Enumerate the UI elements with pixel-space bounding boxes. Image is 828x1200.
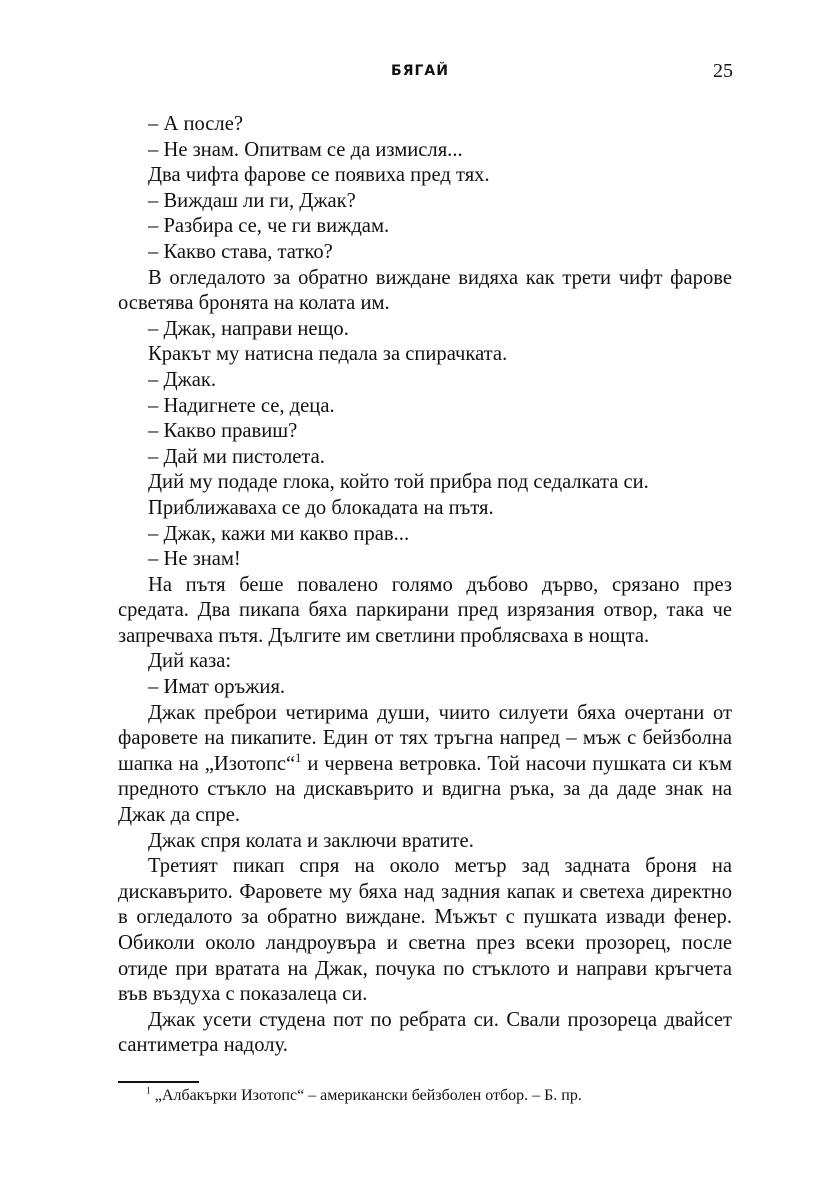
running-header-title: БЯГАЙ — [391, 63, 449, 79]
paragraph: Третият пикап спря на около метър зад задната броня на дискавърито. Фаровете му бяха над задния капак и светеха директно в огледалото за обратно виждане. Мъжът с пушката извади фенер. Обиколи около ландроувъра и светна през всеки прозорец, после отиде при вратата на Джак, почука по стъклото и направи кръгчета във въздуха с показалеца си. — [118, 855, 732, 1006]
paragraph: – Какво правиш? — [148, 420, 298, 443]
paragraph: – Дай ми пистолета. — [148, 445, 325, 468]
footnote-reference[interactable]: 1 — [295, 750, 302, 765]
paragraph: – Не знам. Опитвам се да измисля... — [148, 138, 463, 161]
paragraph-text: и червена ветровка. Той насочи пушката си към предното стъкло на дискавърито и вдигна ръка, за да даде знак на Джак да спре. — [118, 752, 732, 827]
paragraph: – Джак. — [148, 368, 217, 391]
paragraph: Два чифта фарове се появиха пред тях. — [148, 164, 490, 187]
paragraph: – Надигнете се, деца. — [148, 394, 335, 417]
footnote-text: „Албакърки Изотопс“ – американски бейзболен отбор. – Б. пр. — [150, 1087, 582, 1104]
paragraph: Дий каза: — [148, 650, 232, 673]
paragraph-text: Джак преброи четирима души, чиито силуети бяха очертани от фаровете на пикапите. Един от тях тръгна напред – мъж с бейзболна шапка на „Изотопс“ — [118, 701, 732, 775]
footnote-number: 1 — [146, 1085, 151, 1097]
paragraph: Джак усети студена пот по ребрата си. Свали прозореца двайсет сантиметра надолу. — [118, 1008, 732, 1057]
paragraph: – Имат оръжия. — [148, 676, 286, 699]
paragraph-with-footnote — [118, 701, 732, 829]
paragraph: Дий му подаде глока, който той прибра под седалката си. — [148, 471, 649, 494]
paragraph: В огледалото за обратно виждане видяха как трети чифт фарове осветява бронята на колата им. — [118, 266, 732, 315]
footnote — [146, 1086, 746, 1106]
paragraph: Приближаваха се до блокадата на пътя. — [148, 496, 494, 519]
paragraph: – Какво става, татко? — [148, 240, 333, 263]
paragraph: Джак спря колата и заключи вратите. — [148, 829, 474, 852]
paragraph: На пътя беше повалено голямо дъбово дърво, срязано през средата. Два пикапа бяха паркирани пред изрязания отвор, така че запречваха пътя. Дългите им светлини проблясваха в нощта. — [118, 573, 732, 647]
paragraph: – А после? — [148, 113, 243, 135]
paragraph: – Не знам! — [148, 548, 241, 571]
footnote-divider — [118, 1081, 199, 1083]
paragraph: – Разбира се, че ги виждам. — [148, 215, 390, 238]
paragraph: – Виждаш ли ги, Джак? — [148, 189, 356, 212]
paragraph: – Джак, направи нещо. — [148, 317, 349, 340]
page-number: 25 — [713, 60, 733, 82]
paragraph: Кракът му натисна педала за спирачката. — [148, 343, 508, 366]
paragraph: – Джак, кажи ми какво прав... — [148, 522, 410, 545]
body-text — [118, 112, 732, 1059]
